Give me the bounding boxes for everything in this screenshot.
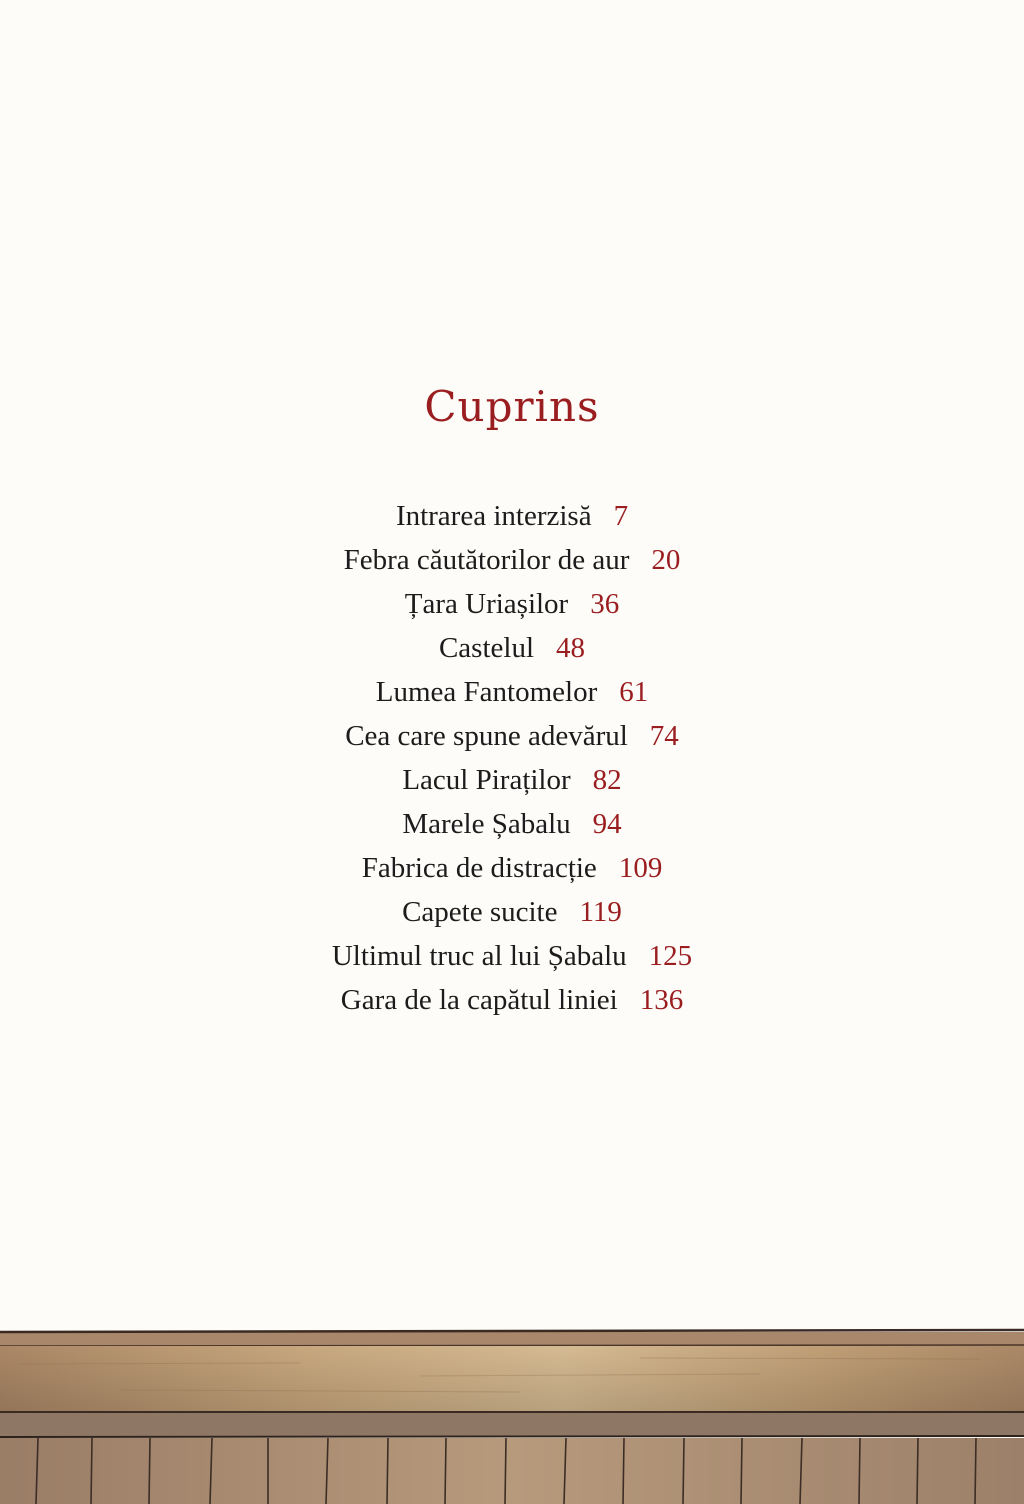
toc-entry-page: 125 bbox=[648, 940, 693, 972]
toc-entry-title: Capete sucite bbox=[402, 896, 558, 928]
toc-entry[interactable] bbox=[0, 670, 1024, 714]
toc-entry-title: Lumea Fantomelor bbox=[375, 676, 598, 708]
toc-entry-title: Ultimul truc al lui Șabalu bbox=[331, 940, 627, 972]
toc-entry[interactable] bbox=[0, 538, 1024, 582]
toc-entry[interactable] bbox=[0, 802, 1024, 846]
toc-entry-page: 94 bbox=[592, 808, 622, 840]
toc-entry-page: 20 bbox=[651, 544, 681, 576]
toc-entry-title: Țara Uriașilor bbox=[404, 588, 569, 620]
toc-entry-page: 136 bbox=[639, 984, 684, 1016]
toc-entry-page: 109 bbox=[618, 852, 663, 884]
toc-entry-title: Cea care spune adevărul bbox=[345, 720, 628, 752]
toc-entry-title: Gara de la capătul liniei bbox=[340, 984, 618, 1016]
toc-entry[interactable] bbox=[0, 758, 1024, 802]
toc-entry-page: 36 bbox=[590, 588, 620, 620]
toc-entry-page: 82 bbox=[592, 764, 622, 796]
toc-entry-page: 48 bbox=[556, 632, 586, 664]
toc-entry[interactable] bbox=[0, 494, 1024, 538]
table-of-contents bbox=[0, 494, 1024, 1022]
toc-entry[interactable] bbox=[0, 978, 1024, 1022]
wooden-ledge-illustration bbox=[0, 1328, 1024, 1504]
toc-entry-page: 7 bbox=[613, 500, 629, 532]
toc-entry[interactable] bbox=[0, 582, 1024, 626]
toc-entry-page: 119 bbox=[579, 896, 622, 928]
toc-entry-title: Intrarea interzisă bbox=[395, 500, 592, 532]
toc-entry-title: Marele Șabalu bbox=[402, 808, 571, 840]
toc-entry-page: 74 bbox=[649, 720, 679, 752]
toc-entry-title: Lacul Piraților bbox=[402, 764, 571, 796]
toc-entry-title: Castelul bbox=[438, 632, 535, 664]
toc-entry-page: 61 bbox=[619, 676, 649, 708]
toc-entry-title: Febra căutătorilor de aur bbox=[343, 544, 630, 576]
toc-entry[interactable] bbox=[0, 934, 1024, 978]
toc-entry-title: Fabrica de distracție bbox=[361, 852, 597, 884]
page-title: Cuprins bbox=[424, 382, 600, 431]
toc-entry[interactable] bbox=[0, 626, 1024, 670]
toc-entry[interactable] bbox=[0, 846, 1024, 890]
toc-entry[interactable] bbox=[0, 890, 1024, 934]
toc-entry[interactable] bbox=[0, 714, 1024, 758]
